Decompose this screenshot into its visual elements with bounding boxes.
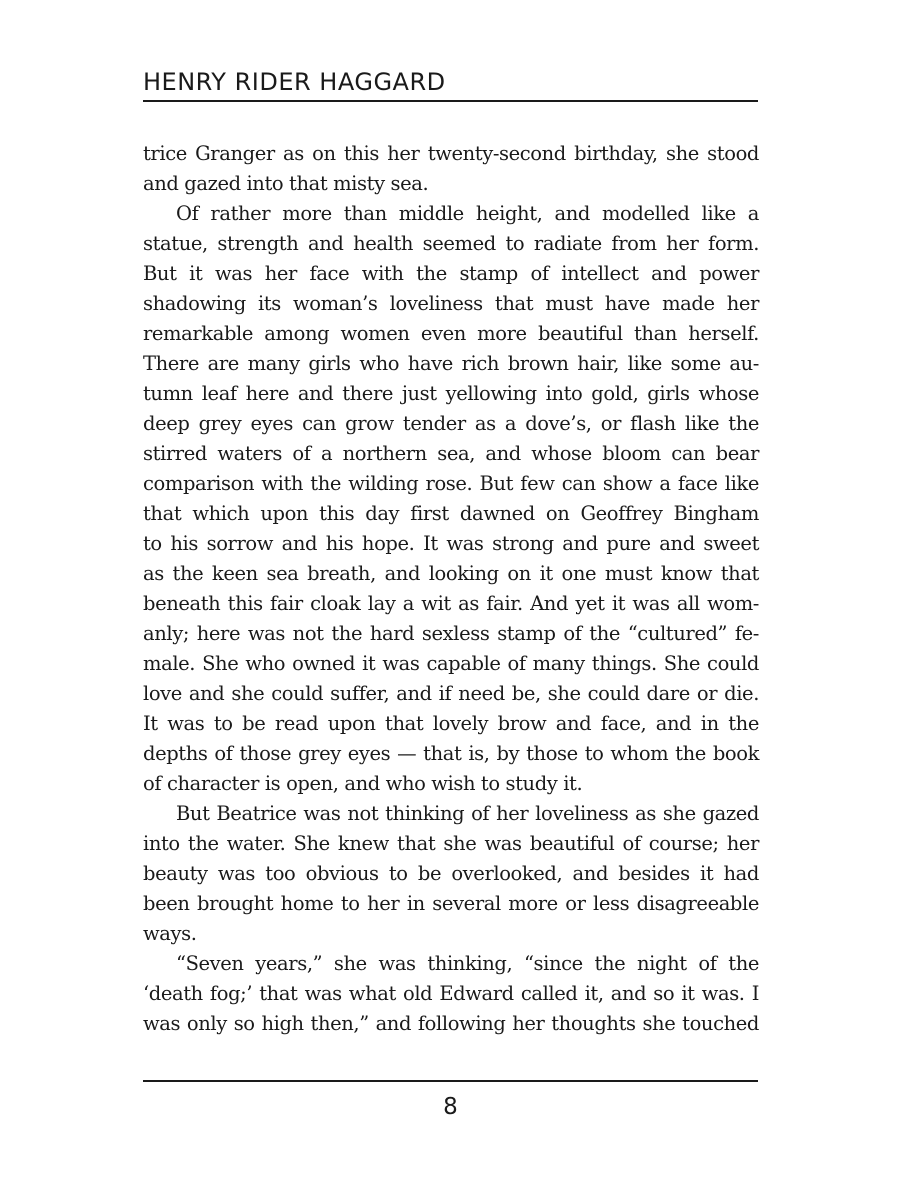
- text-line: trice Granger as on this her twenty-second birthday, she stood: [143, 142, 759, 165]
- page-number: 8: [443, 1094, 458, 1120]
- text-line: ‘death fog;’ that was what old Edward called it, and so it was. I: [143, 982, 759, 1005]
- header-author-name: HENRY RIDER HAGGARD: [143, 68, 446, 96]
- text-line: was only so high then,” and following her thoughts she touched: [143, 1012, 759, 1035]
- text-line: “Seven years,” she was thinking, “since the night of the: [176, 952, 759, 975]
- running-header: [143, 66, 758, 102]
- text-line: male. She who owned it was capable of many things. She could: [143, 652, 759, 675]
- text-line: deep grey eyes can grow tender as a dove’s, or flash like the: [143, 412, 759, 435]
- text-line: tumn leaf here and there just yellowing into gold, girls whose: [143, 382, 759, 405]
- text-line: But it was her face with the stamp of intellect and power: [143, 262, 759, 285]
- text-line: anly; here was not the hard sexless stamp of the “cultured” fe-: [143, 622, 759, 645]
- text-line: It was to be read upon that lovely brow and face, and in the: [143, 712, 759, 735]
- text-line: comparison with the wilding rose. But few can show a face like: [143, 472, 759, 495]
- text-line: But Beatrice was not thinking of her loveliness as she gazed: [176, 802, 759, 825]
- text-line: as the keen sea breath, and looking on it one must know that: [143, 562, 759, 585]
- text-line: into the water. She knew that she was beautiful of course; her: [143, 832, 759, 855]
- text-line: love and she could suffer, and if need be, she could dare or die.: [143, 682, 759, 705]
- footer-divider: [143, 1080, 758, 1082]
- text-line: There are many girls who have rich brown hair, like some au-: [143, 352, 759, 375]
- page-body-text: [143, 139, 759, 1039]
- text-line: stirred waters of a northern sea, and whose bloom can bear: [143, 442, 759, 465]
- text-line: of character is open, and who wish to study it.: [143, 772, 583, 795]
- text-line: been brought home to her in several more or less disagreeable: [143, 892, 759, 915]
- text-line: statue, strength and health seemed to radiate from her form.: [143, 232, 759, 255]
- text-line: depths of those grey eyes — that is, by those to whom the book: [143, 742, 759, 765]
- text-line: that which upon this day first dawned on Geoffrey Bingham: [143, 502, 759, 525]
- text-line: ways.: [143, 922, 197, 945]
- text-line: shadowing its woman’s loveliness that must have made her: [143, 292, 759, 315]
- text-line: and gazed into that misty sea.: [143, 172, 429, 195]
- text-line: beauty was too obvious to be overlooked, and besides it had: [143, 862, 759, 885]
- text-line: Of rather more than middle height, and modelled like a: [176, 202, 759, 225]
- text-line: to his sorrow and his hope. It was strong and pure and sweet: [143, 532, 759, 555]
- text-line: beneath this fair cloak lay a wit as fair. And yet it was all wom-: [143, 592, 759, 615]
- text-line: remarkable among women even more beautiful than herself.: [143, 322, 759, 345]
